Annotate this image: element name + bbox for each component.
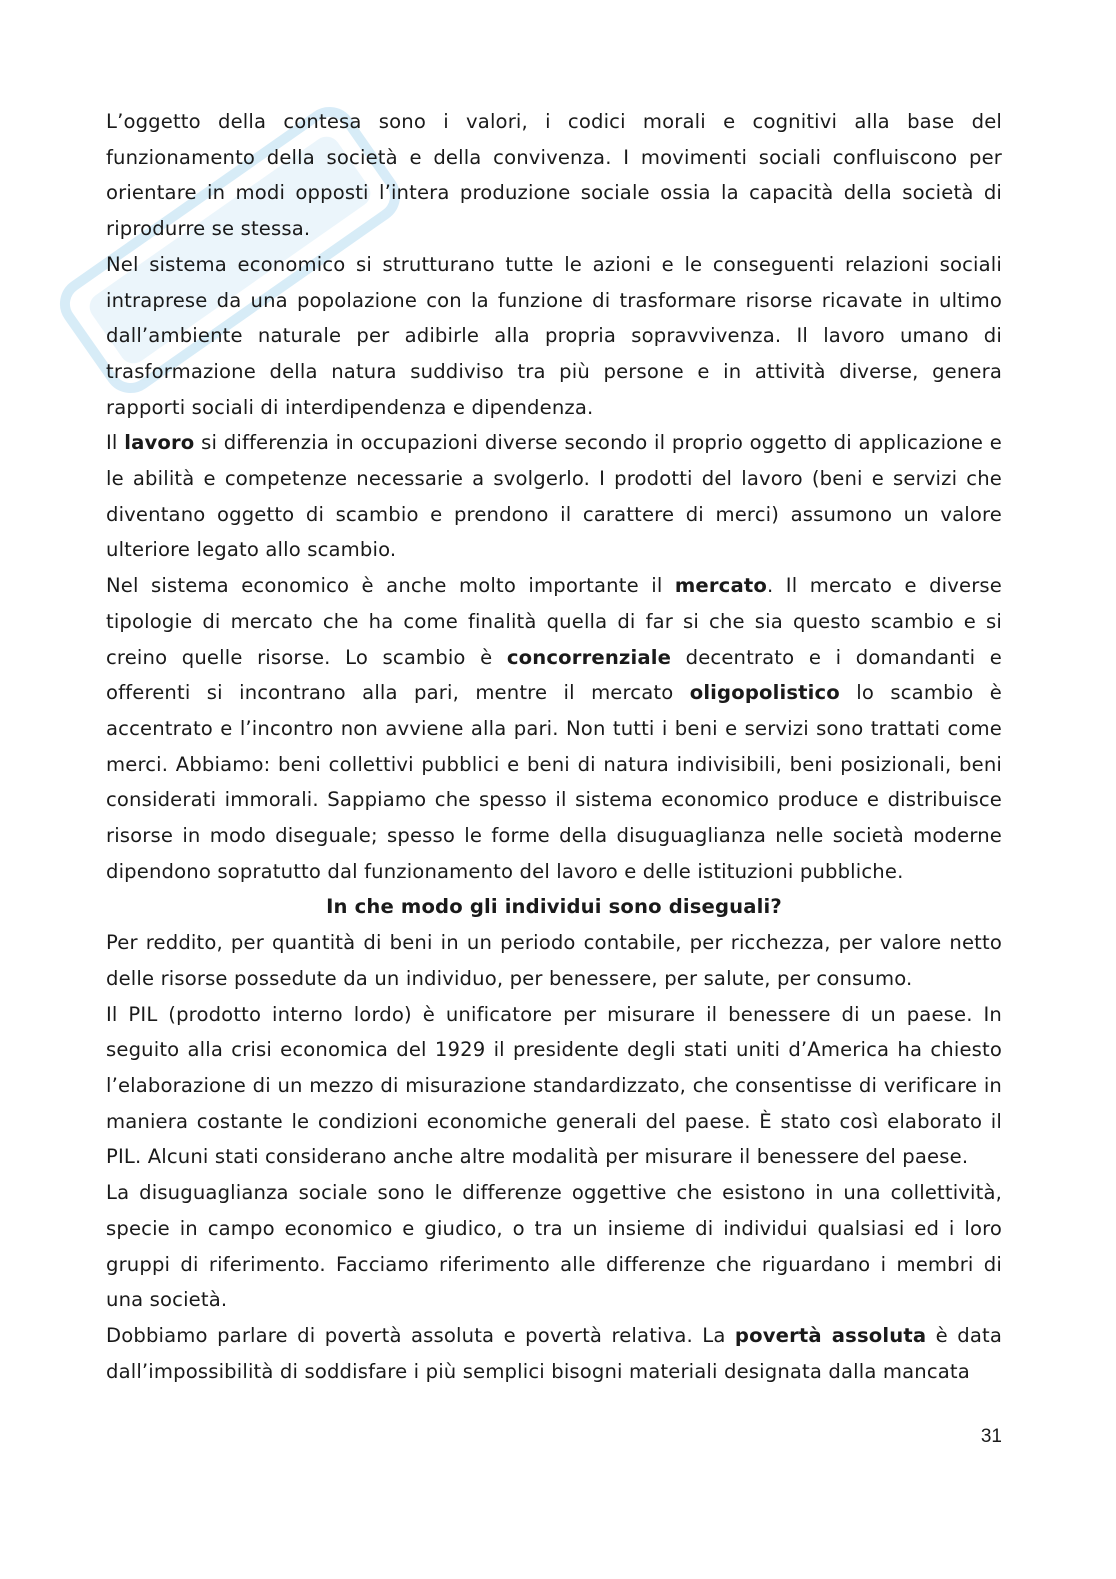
term-oligopolistico: oligopolistico [689,681,840,705]
paragraph-mercato: Nel sistema economico è anche molto importante il mercato. Il mercato e diverse tipologie di mercato che ha come finalità quella di far si che sia questo scambio e si creino quelle risorse. Lo scambio è concorrenziale decentrato e i domandanti e offerenti si incontrano alla pari, mentre il mercato oligopolistico lo scambio è accentrato e l’incontro non avviene alla pari. Non tutti i beni e servizi sono trattati come merci. Abbiamo: beni collettivi pubblici e beni di natura indivisibili, beni posizionali, beni considerati immorali. Sappiamo che spesso il sistema economico produce e distribuisce risorse in modo diseguale; spesso le forme della disuguaglianza nelle società moderne dipendono sopratutto dal funzionamento del lavoro e delle istituzioni pubbliche. [106,574,1002,883]
paragraph-pil: Il PIL (prodotto interno lordo) è unificatore per misurare il benessere di un paese. In seguito alla crisi economica del 1929 il presidente degli stati uniti d’America ha chiesto l’elaborazione di un mezzo di misurazione standardizzato, che consentisse di verificare in maniera costante le condizioni economiche generali del paese. È stato così elaborato il PIL. Alcuni stati considerano anche altre modalità per misurare il benessere del paese. [106,1002,1002,1169]
term-concorrenziale: concorrenziale [506,645,672,669]
document-body [106,104,1002,1389]
paragraph-sistema-economico: Nel sistema economico si strutturano tutte le azioni e le conseguenti relazioni sociali intraprese da una popolazione con la funzione di trasformare risorse ricavate in ultimo dall’ambiente naturale per adibirle alla propria sopravvivenza. Il lavoro umano di trasformazione della natura suddiviso tra più persone e in attività diverse, genera rapporti sociali di interdipendenza e dipendenza. [106,252,1002,419]
paragraph-disuguaglianza-sociale: La disuguaglianza sociale sono le differenze oggettive che esistono in una collettività, specie in campo economico e giudico, o tra un insieme di individui qualsiasi ed i loro gruppi di riferimento. Facciamo riferimento alle differenze che riguardano i membri di una società. [106,1181,1002,1312]
section-heading: In che modo gli individui sono diseguali? [326,895,782,919]
term-poverta-assoluta: povertà assoluta [734,1323,927,1347]
page-number: 31 [980,1426,1002,1447]
term-mercato: mercato [674,574,767,598]
term-lavoro: lavoro [124,431,195,455]
paragraph-disuguaglianze: Per reddito, per quantità di beni in un periodo contabile, per ricchezza, per valore netto delle risorse possedute da un individuo, per benessere, per salute, per consumo. [106,931,1002,990]
paragraph-poverta: Dobbiamo parlare di povertà assoluta e povertà relativa. La povertà assoluta è data dall’impossibilità di soddisfare i più semplici bisogni materiali designata dalla mancata [106,1323,1002,1383]
paragraph-lavoro: Il lavoro si differenzia in occupazioni diverse secondo il proprio oggetto di applicazione e le abilità e competenze necessarie a svolgerlo. I prodotti del lavoro (beni e servizi che diventano oggetto di scambio e prendono il carattere di merci) assumono un valore ulteriore legato allo scambio. [106,431,1002,562]
paragraph-contesa: L’oggetto della contesa sono i valori, i codici morali e cognitivi alla base del funzionamento della società e della convivenza. I movimenti sociali confluiscono per orientare in modi opposti l’intera produzione sociale ossia la capacità della società di riprodurre se stessa. [106,110,1002,241]
